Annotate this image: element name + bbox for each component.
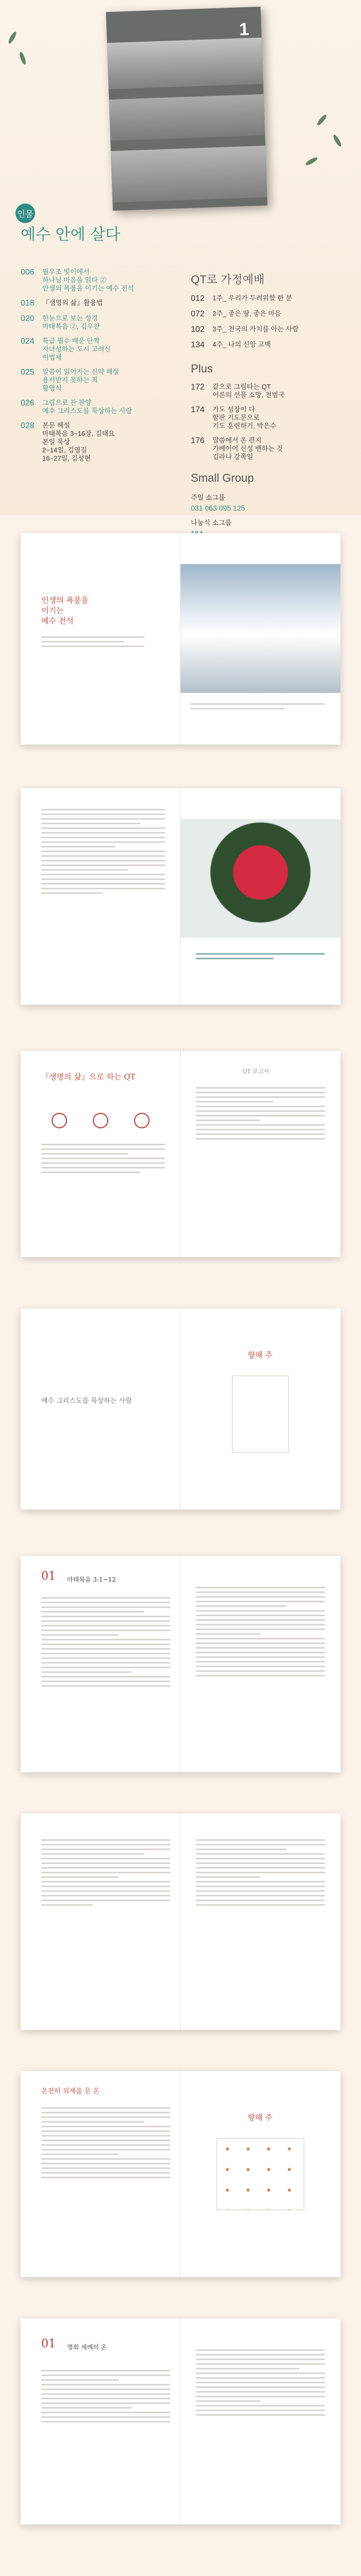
- toc-page-number: 026: [21, 399, 35, 408]
- toc-item: [21, 337, 170, 362]
- toc-item-text: 말씀에서 온 편지 가베이어 신성 밴하는 것 김라나 강쪽일: [212, 436, 283, 461]
- spread4-right-title: 향해 주: [248, 1350, 273, 1360]
- small-group-heading: Small Group: [191, 471, 254, 484]
- spread-5: [21, 1556, 340, 1772]
- toc-page-number: 024: [21, 337, 35, 346]
- magazine-cover: [106, 7, 267, 211]
- spread-8: [21, 2318, 340, 2524]
- spread5-title: 마태복음 3:1~12: [67, 1576, 116, 1583]
- cover-month: 1: [239, 19, 250, 40]
- toc-item-text: 필우조 빛이에서 하나님 마음을 읽다 ② 안생의 폭풍을 이기는 예수 전석: [42, 268, 134, 292]
- toc-item-text: 본문 해설 마태복음 3~16장, 김태요 본일 묵상 2~14일, 김영길 16~27일, 김성현: [42, 421, 115, 462]
- toc-item: [21, 299, 170, 308]
- spread1-title: 인생의 폭풍을 이기는 예수 전석: [41, 596, 89, 625]
- small-group-label-2: 나눔식 소그룹: [191, 519, 232, 527]
- toc-item-text: 3주_ 천국의 가치를 아는 사람: [212, 325, 299, 333]
- toc-item-text: 『생명의 삶』활용법: [42, 299, 103, 307]
- spread-4: [21, 1309, 340, 1510]
- toc-item: [21, 268, 170, 293]
- toc-page-number: 018: [21, 299, 35, 308]
- spread3-tag: QT 보고서: [242, 1068, 269, 1075]
- toc-item: [191, 310, 346, 319]
- toc-page-number: 006: [21, 268, 35, 277]
- toc-item: [21, 314, 170, 331]
- toc-item: [21, 421, 170, 463]
- spread8-num: 01: [41, 2337, 56, 2350]
- small-group-pages: 031 063 095 125: [191, 504, 245, 512]
- toc-item-text: 같으로 그림타는 QT 어른의 선물 소망, 천범국: [212, 383, 285, 399]
- toc-right: [191, 268, 346, 543]
- spread-7: [21, 2071, 340, 2277]
- spread-6: [21, 1814, 340, 2030]
- spread5-num: 01: [41, 1570, 56, 1583]
- qt-heading: QT로 가정예배: [191, 273, 265, 286]
- toc-page-number: 172: [191, 383, 205, 392]
- small-group-label-1: 주일 소그룹: [191, 494, 225, 501]
- toc-page-number: 012: [191, 294, 205, 303]
- spread3-title: 『생명의 삶』으로 하는 QT: [41, 1072, 136, 1081]
- toc-item-text: 말씀이 읽어지는 신약 해설 용서받지 못하는 죄 황영석: [42, 368, 119, 392]
- toc-page-number: 028: [21, 421, 35, 430]
- toc-item: [191, 436, 346, 461]
- toc-item: [21, 368, 170, 393]
- toc-page-number: 174: [191, 405, 205, 414]
- toc-left: [21, 268, 170, 469]
- toc-page-number: 176: [191, 436, 205, 445]
- spread-1: [21, 533, 340, 744]
- theme-title: 예수 안에 살다: [21, 226, 120, 244]
- sketch-illustration: [232, 1376, 289, 1453]
- toc-item-text: 특급 필수 배운 단짝 자녀성하는 도시 고려신 이법재: [42, 337, 111, 361]
- toc-page-number: 020: [21, 314, 35, 323]
- spread7-right-title: 향해 주: [248, 2113, 273, 2122]
- toc-item-text: 한눈으로 보는 성경 마태복음 ②, 김우찬: [42, 314, 100, 330]
- toc-item: [191, 383, 346, 399]
- plus-heading: Plus: [191, 362, 213, 375]
- toc-page-number: 025: [21, 368, 35, 377]
- toc-item-text: 가도 성장이 다 함판 기도문으로 기도 훈련하기, 박은수: [212, 405, 276, 430]
- spread4-title: 예수 그리스도를 묵상하는 사람: [41, 1397, 132, 1405]
- spread-3: [21, 1051, 340, 1257]
- toc-item-text: 2주_ 좋은 땅, 좋은 마음: [212, 310, 281, 317]
- badge-circle: 인물: [15, 204, 35, 223]
- toc-page-number: 134: [191, 341, 205, 349]
- toc-page-number: 102: [191, 325, 205, 334]
- toc-page-number: 072: [191, 310, 205, 318]
- toc-item: [191, 325, 346, 334]
- spread7-title: 온전히 의제를 문 온: [41, 2088, 100, 2095]
- toc-item-text: 그림으로 찬 찬양 예수 그리스도를 묵상하는 사람: [42, 399, 133, 415]
- bean-illustration: [217, 2138, 304, 2210]
- toc-item: [191, 294, 346, 303]
- spread8-title: 명회 세례의 온: [67, 2344, 107, 2351]
- toc-item: [191, 341, 346, 350]
- camellia-photo: [180, 819, 340, 938]
- toc-item-text: 4주_ 나의 신앙 고백: [212, 341, 271, 348]
- spread-2: [21, 788, 340, 1005]
- toc-item: [191, 405, 346, 430]
- toc-item-text: 1주_ 우리가 두려워할 한 분: [212, 294, 292, 302]
- snow-mountain-photo: [180, 564, 340, 693]
- toc-item: [21, 399, 170, 415]
